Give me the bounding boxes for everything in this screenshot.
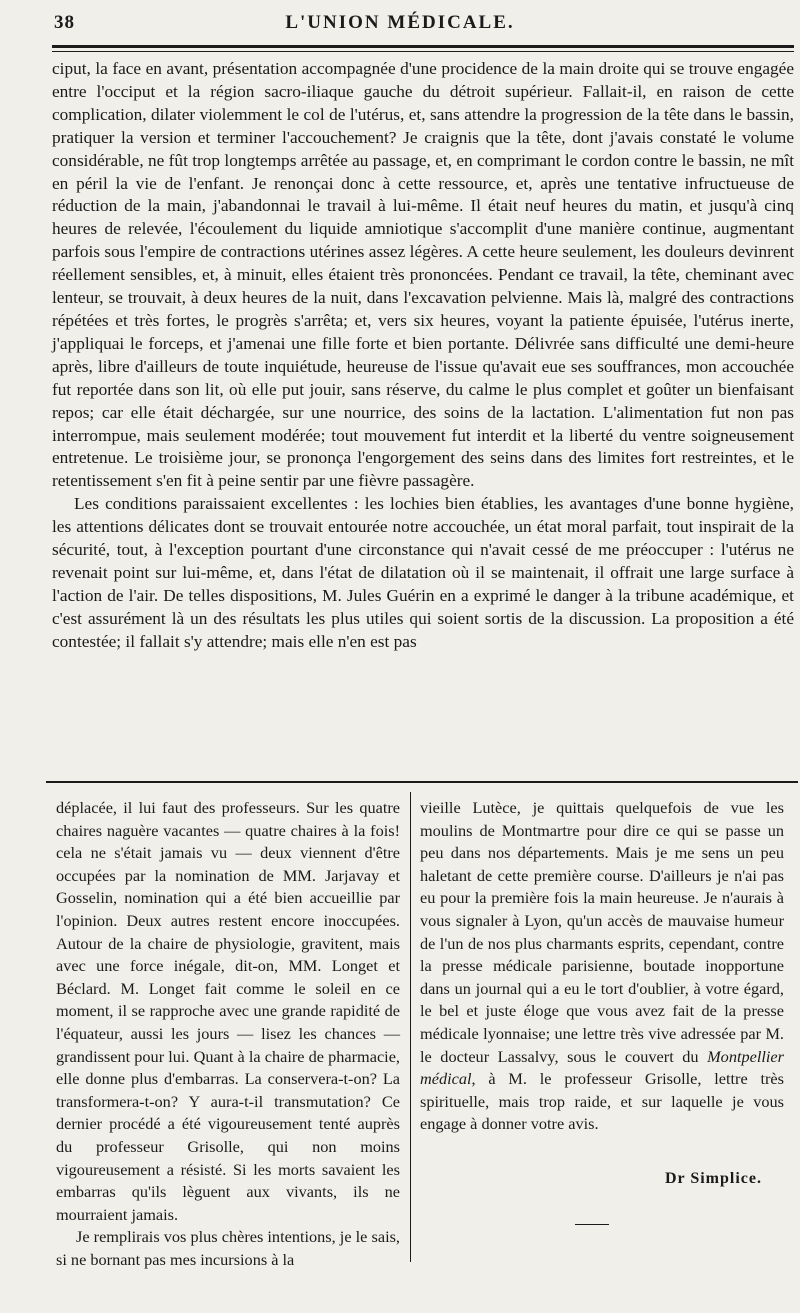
closing-rule (575, 1224, 609, 1225)
journal-title-italic: Montpellier médical (420, 1046, 784, 1089)
column-divider (410, 792, 411, 1262)
feuilleton-left-column (56, 797, 400, 1271)
main-paragraph-2: Les conditions paraissaient excellentes : les lochies bien établies, les avantages d'une bonne hygiène, les attentions délicates dont se trouvait entourée notre accouchée, un état moral parfait, tout inspirait de la sécurité, tout, à l'exception pourtant d'une circonstance qui n'avait cessé de me préoccuper : l'utérus ne revenait point sur lui-même, et, dans l'état de dilatation où il se maintenait, il offrait une large surface à l'action de l'air. De telles dispositions, M. Jules Guérin en a exprimé le danger à la tribune académique, et c'est assurément là un des résultats les plus utiles qui soient sortis de la discussion. La proposition a été contestée; il fallait s'y attendre; mais elle n'en est pas (52, 494, 794, 651)
feuilleton-right-column (420, 797, 784, 1136)
right-text-part-1: vieille Lutèce, je quittais quelquefois de vue les moulins de Montmartre pour dire ce qui se passe un peu dans nos départements. Mais je me sens un peu haletant de cette première course. D'ailleurs je n'ai pas eu pour la première fois la main heureuse. Je n'aurais à vous signaler à Lyon, qu'un accès de mauvaise humeur de l'un de nos plus charmants esprits, cependant, contre la presse médicale parisienne, boutade inopportune dans un journal qui a eu le tort d'oublier, à votre égard, le bel et juste éloge que vous avez fait de la presse médicale lyonnaise; une lettre très vive adressée par M. le docteur Lassalvy, sous le couvert du (420, 798, 784, 1066)
author-signature: Dr Simplice. (664, 1170, 762, 1187)
right-text-part-2: , à M. le professeur Grisolle, lettre très spirituelle, mais trop raide, et sur laquelle je vous engage à donner votre avis. (420, 1069, 784, 1134)
header-rule-thick (52, 45, 794, 48)
feuilleton-left-paragraph-2: Je remplirais vos plus chères intentions, je le sais, si ne bornant pas mes incursions à la (56, 1227, 400, 1269)
feuilleton-left-paragraph-1: déplacée, il lui faut des professeurs. Sur les quatre chaires naguère vacantes — quatre chaires à la fois! cela ne s'était jamais vu — deux viennent d'être occupées par la nomination de MM. Jarjavay et Gosselin, nomination qui a été bien accueillie par l'opinion. Deux autres restent encore inoccupées. Autour de la chaire de physiologie, gravitent, mais avec une force inégale, dit-on, MM. Longet et Béclard. M. Longet fait comme le soleil en ce moment, il se rapproche avec une grande rapidité de l'équateur, aussi les jours — lisez les chances — grandissent pour lui. Quant à la chaire de pharmacie, elle donne plus d'embarras. La conservera-t-on? La transformera-t-on? Y aura-t-il transmutation? Ce dernier procédé a été vigoureusement tenté auprès du professeur Grisolle, qui non moins vigoureusement a résisté. Si les morts savaient les embarras qu'ils lèguent aux vivants, ils ne mourraient jamais. (56, 798, 400, 1224)
main-paragraph-1: ciput, la face en avant, présentation accompagnée d'une procidence de la main droite qui se trouve engagée entre l'occiput et la région sacro-iliaque gauche du détroit supérieur. Fallait-il, en raison de cette complication, dilater violemment le col de l'utérus, et, sans attendre la progression de la tête dans le bassin, pratiquer la version et terminer l'accouchement? Je craignis que la tête, dont j'avais constaté le volume considérable, ne fût trop longtemps arrêtée au passage, et, en comprimant le cordon contre le bassin, ne mît en péril la vie de l'enfant. Je renonçai donc à cette ressource, et, après une tentative infructueuse de réduction de la main, j'abandonnai le travail à lui-même. Il était neuf heures du matin, et jusqu'à cinq heures de relevée, l'écoulement du liquide amniotique s'accomplit d'une manière continue, augmentant parfois sous l'empire de contractions utérines assez légères. A cette heure seulement, les douleurs devinrent réellement sensibles, et, à minuit, elles étaient très prononcées. Pendant ce travail, la tête, cheminant avec lenteur, se trouvait, à deux heures de la nuit, dans l'excavation pelvienne. Mais là, malgré des contractions répétées et très fortes, le progrès s'arrêta; et, vers six heures, voyant la patiente épuisée, l'utérus inerte, j'appliquai le forceps, et j'amenai une fille forte et bien portante. Délivrée sans difficulté une demi-heure après, libre d'ailleurs de toute inquiétude, heureuse de l'issue qu'avait eue ses souffrances, mon accouchée fut reportée dans son lit, où elle put jouir, sans réserve, du calme le plus complet et goûter un bienfaisant repos; car elle était déchargée, sur une nourrice, des soins de la lactation. L'alimentation fut non pas interrompue, mais seulement modérée; tout mouvement fut interdit et la liberté du ventre soigneusement entretenue. Le troisième jour, se prononça l'engorgement des seins dans des limites fort restreintes, et le retentissement s'en fit à peine sentir par une fièvre passagère. (52, 59, 794, 491)
feuilleton-right-paragraph-1 (420, 797, 784, 1136)
page-number: 38 (54, 12, 75, 33)
header-rule-thin (52, 51, 794, 52)
running-title: L'UNION MÉDICALE. (285, 12, 515, 33)
feuilleton-separator-rule (46, 781, 798, 783)
main-article-text (52, 58, 794, 654)
page-header (48, 8, 752, 38)
